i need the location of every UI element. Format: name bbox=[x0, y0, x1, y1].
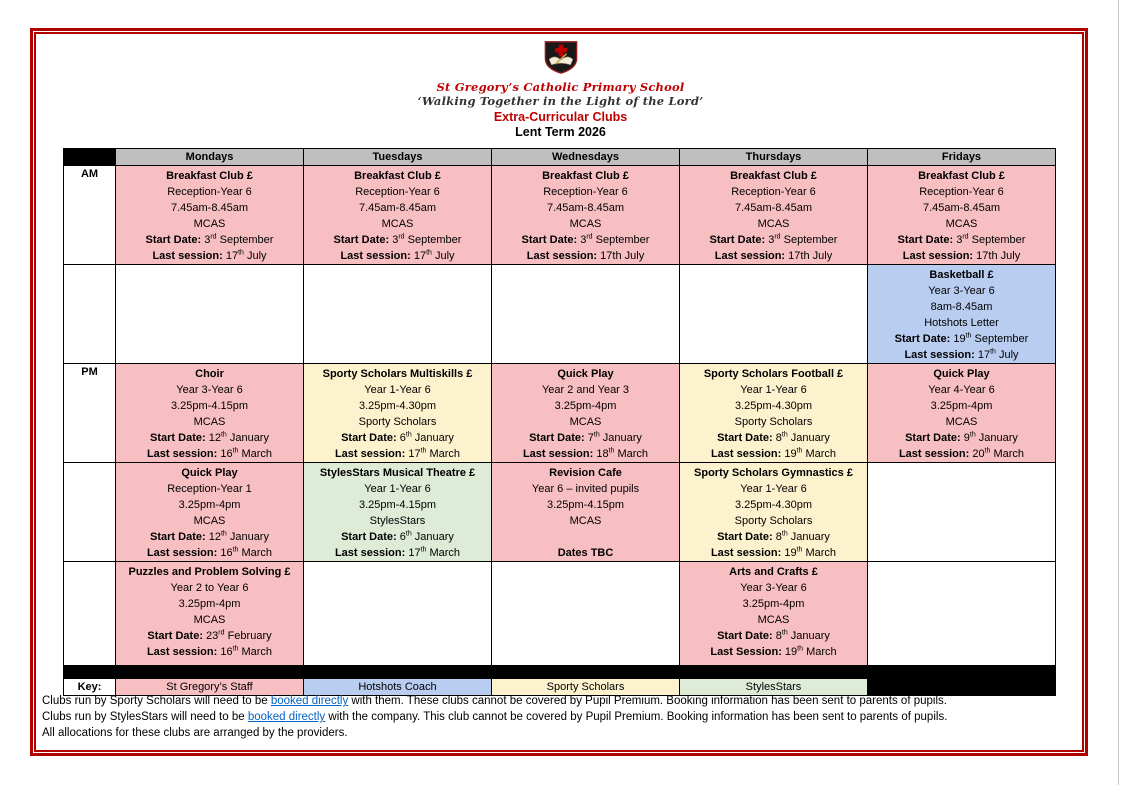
footer-text-segment: with the company. This club cannot be covered by Pupil Premium. Booking information has been sent to parents of pupils. bbox=[325, 711, 948, 724]
club-detail: 3.25pm-4.30pm bbox=[734, 499, 813, 511]
table-row bbox=[64, 562, 1056, 666]
club-date: Start Date: 8th January bbox=[717, 629, 830, 642]
club-date: Last session: 20th March bbox=[898, 447, 1025, 460]
day-header-fridays: Fridays bbox=[868, 149, 1056, 166]
empty-cell bbox=[868, 562, 1056, 666]
club-title: Breakfast Club £ bbox=[730, 170, 817, 182]
club-title: Sporty Scholars Multiskills £ bbox=[322, 368, 473, 380]
clubs-timetable bbox=[63, 148, 1056, 696]
day-header-thursdays: Thursdays bbox=[680, 149, 868, 166]
club-date: Last session: 16th March bbox=[146, 447, 273, 460]
footer-text-segment: with them. These clubs cannot be covered by Pupil Premium. Booking information has been sent to parents of pupils. bbox=[348, 695, 947, 707]
club-date: Last session: 16th March bbox=[146, 645, 273, 658]
club-detail: Reception-Year 6 bbox=[355, 186, 440, 198]
footer-notes bbox=[42, 693, 1072, 742]
club-date: Last session: 17th July bbox=[526, 250, 645, 262]
club-title: Sporty Scholars Gymnastics £ bbox=[694, 467, 853, 479]
row-label bbox=[64, 265, 116, 364]
footer-line bbox=[42, 709, 1072, 725]
table-header-row bbox=[64, 149, 1056, 166]
club-date: Start Date: 7th January bbox=[529, 431, 642, 444]
doc-title: Extra-Curricular Clubs bbox=[493, 110, 628, 124]
club-detail: 3.25pm-4pm bbox=[178, 499, 241, 511]
club-detail: Reception-Year 6 bbox=[167, 186, 252, 198]
club-cell-breakfast-club bbox=[116, 166, 304, 265]
empty-cell bbox=[492, 562, 680, 666]
club-date: Start Date: 12th January bbox=[150, 431, 269, 444]
club-detail: 7.45am-8.45am bbox=[546, 202, 625, 214]
club-cell-stylesstars-musical-theatre bbox=[304, 463, 492, 562]
club-date: Start Date: 9th January bbox=[905, 431, 1018, 444]
club-detail: MCAS bbox=[193, 416, 226, 428]
club-date: Start Date: 3rd September bbox=[521, 233, 650, 246]
table-row bbox=[64, 265, 1056, 364]
club-cell-quick-play bbox=[492, 364, 680, 463]
club-detail: 7.45am-8.45am bbox=[358, 202, 437, 214]
key-item-st-gregory-s-staff: St Gregory’s Staff bbox=[116, 679, 304, 696]
day-header-mondays: Mondays bbox=[116, 149, 304, 166]
club-cell-quick-play bbox=[868, 364, 1056, 463]
club-title: Arts and Crafts £ bbox=[729, 566, 818, 578]
club-detail: MCAS bbox=[381, 218, 414, 230]
club-date: Start Date: 3rd September bbox=[145, 233, 274, 246]
club-date: Start Date: 8th January bbox=[717, 431, 830, 444]
club-title: StylesStars Musical Theatre £ bbox=[319, 467, 476, 479]
key-item-hotshots-coach: Hotshots Coach bbox=[304, 679, 492, 696]
club-date: Start Date: 3rd September bbox=[709, 233, 838, 246]
club-detail: Reception-Year 6 bbox=[543, 186, 628, 198]
club-detail: 7.45am-8.45am bbox=[922, 202, 1001, 214]
row-label: AM bbox=[64, 166, 116, 265]
club-detail: 3.25pm-4pm bbox=[554, 400, 617, 412]
empty-cell bbox=[304, 562, 492, 666]
school-crest-icon bbox=[542, 41, 580, 79]
club-date: Start Date: 3rd September bbox=[333, 233, 462, 246]
club-title: Breakfast Club £ bbox=[542, 170, 629, 182]
club-detail: Reception-Year 1 bbox=[167, 483, 252, 495]
club-cell-puzzles-and-problem-solving bbox=[116, 562, 304, 666]
club-detail: MCAS bbox=[193, 218, 226, 230]
club-detail: 3.25pm-4pm bbox=[178, 598, 241, 610]
club-date: Start Date: 8th January bbox=[717, 530, 830, 543]
booked-directly-link[interactable]: booked directly bbox=[247, 711, 326, 724]
club-detail: MCAS bbox=[569, 416, 602, 428]
club-detail: Year 1-Year 6 bbox=[740, 384, 807, 396]
club-note: Dates TBC bbox=[557, 547, 614, 559]
club-title: Quick Play bbox=[933, 368, 990, 380]
booked-directly-link[interactable]: booked directly bbox=[270, 695, 349, 707]
key-item-stylesstars: StylesStars bbox=[680, 679, 868, 696]
club-title: Breakfast Club £ bbox=[918, 170, 1005, 182]
club-detail: 3.25pm-4.30pm bbox=[358, 400, 437, 412]
club-date: Last session: 16th March bbox=[146, 546, 273, 559]
club-detail bbox=[492, 529, 679, 545]
club-date: Last session: 17th July bbox=[714, 250, 833, 262]
footer-line bbox=[42, 725, 1072, 741]
club-date: Start Date: 19th September bbox=[894, 332, 1029, 345]
club-detail: Year 1-Year 6 bbox=[364, 384, 431, 396]
club-cell-sporty-scholars-multiskills bbox=[304, 364, 492, 463]
club-detail: 7.45am-8.45am bbox=[170, 202, 249, 214]
table-row bbox=[64, 364, 1056, 463]
footer-text-segment: All allocations for these clubs are arranged by the providers. bbox=[42, 727, 348, 740]
club-date: Last session: 19th March bbox=[710, 447, 837, 460]
club-detail: Sporty Scholars bbox=[734, 416, 813, 428]
club-cell-breakfast-club bbox=[680, 166, 868, 265]
club-date: Last session: 19th March bbox=[710, 546, 837, 559]
club-cell-breakfast-club bbox=[868, 166, 1056, 265]
club-detail: Year 2 and Year 3 bbox=[541, 384, 630, 396]
day-header-wednesdays: Wednesdays bbox=[492, 149, 680, 166]
club-date: Last session: 17th July bbox=[340, 249, 455, 262]
club-detail: StylesStars bbox=[369, 515, 426, 527]
club-detail: Year 2 to Year 6 bbox=[170, 582, 249, 594]
club-detail: Reception-Year 6 bbox=[731, 186, 816, 198]
club-detail: Year 6 – invited pupils bbox=[531, 483, 640, 495]
empty-cell bbox=[304, 265, 492, 364]
club-detail: 8am-8.45am bbox=[930, 301, 993, 313]
club-detail: 3.25pm-4.15pm bbox=[358, 499, 437, 511]
footer-text-segment: Clubs run by StylesStars will need to be bbox=[42, 711, 248, 724]
club-date: Last session: 17th March bbox=[334, 546, 461, 559]
club-detail: 3.25pm-4pm bbox=[742, 598, 805, 610]
club-detail: MCAS bbox=[757, 218, 790, 230]
club-detail: Year 1-Year 6 bbox=[740, 483, 807, 495]
club-detail: 3.25pm-4.15pm bbox=[170, 400, 249, 412]
table-row bbox=[64, 166, 1056, 265]
club-date: Last session: 17th July bbox=[904, 348, 1019, 361]
school-header bbox=[0, 41, 1121, 108]
club-cell-breakfast-club bbox=[304, 166, 492, 265]
club-detail: 3.25pm-4.15pm bbox=[546, 499, 625, 511]
club-detail: 3.25pm-4.30pm bbox=[734, 400, 813, 412]
club-detail: Year 1-Year 6 bbox=[364, 483, 431, 495]
key-label: Key: bbox=[64, 679, 116, 696]
club-detail: MCAS bbox=[945, 218, 978, 230]
row-label: PM bbox=[64, 364, 116, 463]
divider-row bbox=[64, 666, 1056, 679]
club-detail: Year 3-Year 6 bbox=[928, 285, 995, 297]
club-cell-sporty-scholars-football bbox=[680, 364, 868, 463]
club-detail: MCAS bbox=[757, 614, 790, 626]
row-label bbox=[64, 562, 116, 666]
club-date: Last session: 17th March bbox=[334, 447, 461, 460]
club-cell-basketball bbox=[868, 265, 1056, 364]
club-date: Start Date: 6th January bbox=[341, 530, 454, 543]
row-label bbox=[64, 463, 116, 562]
empty-cell bbox=[492, 265, 680, 364]
club-title: Quick Play bbox=[557, 368, 614, 380]
club-detail: MCAS bbox=[569, 218, 602, 230]
club-date: Start Date: 12th January bbox=[150, 530, 269, 543]
club-title: Quick Play bbox=[181, 467, 238, 479]
club-detail: 7.45am-8.45am bbox=[734, 202, 813, 214]
empty-cell bbox=[680, 265, 868, 364]
club-cell-arts-and-crafts bbox=[680, 562, 868, 666]
table-row bbox=[64, 463, 1056, 562]
footer-line bbox=[42, 693, 1072, 709]
club-title: Breakfast Club £ bbox=[354, 170, 441, 182]
divider-band bbox=[64, 666, 1056, 679]
club-date: Last session: 17th July bbox=[902, 250, 1021, 262]
club-date: Start Date: 6th January bbox=[341, 431, 454, 444]
club-title: Breakfast Club £ bbox=[166, 170, 253, 182]
club-detail: 3.25pm-4pm bbox=[930, 400, 993, 412]
club-detail: Sporty Scholars bbox=[358, 416, 437, 428]
club-date: Last Session: 19th March bbox=[710, 645, 837, 658]
day-header-tuesdays: Tuesdays bbox=[304, 149, 492, 166]
club-detail: MCAS bbox=[193, 515, 226, 527]
club-detail: MCAS bbox=[193, 614, 226, 626]
club-title: Puzzles and Problem Solving £ bbox=[128, 566, 291, 578]
doc-subtitle: Lent Term 2026 bbox=[515, 125, 606, 139]
club-date: Start Date: 23rd February bbox=[147, 629, 272, 642]
club-cell-sporty-scholars-gymnastics bbox=[680, 463, 868, 562]
club-detail: Sporty Scholars bbox=[734, 515, 813, 527]
empty-cell bbox=[116, 265, 304, 364]
club-detail: Reception-Year 6 bbox=[919, 186, 1004, 198]
club-detail: MCAS bbox=[569, 515, 602, 527]
club-date: Last session: 18th March bbox=[522, 447, 649, 460]
club-detail: Year 3-Year 6 bbox=[740, 582, 807, 594]
club-cell-revision-cafe bbox=[492, 463, 680, 562]
empty-cell bbox=[868, 463, 1056, 562]
club-title: Basketball £ bbox=[929, 269, 994, 281]
club-cell-choir bbox=[116, 364, 304, 463]
club-title: Revision Cafe bbox=[549, 467, 622, 479]
club-detail: Hotshots Letter bbox=[924, 317, 999, 329]
corner-cell bbox=[64, 149, 116, 166]
club-title: Choir bbox=[195, 368, 224, 380]
club-detail: Year 3-Year 6 bbox=[176, 384, 243, 396]
footer-text-segment: Clubs run by Sporty Scholars will need to be bbox=[42, 695, 271, 707]
club-detail: Year 4-Year 6 bbox=[928, 384, 995, 396]
club-date: Start Date: 3rd September bbox=[897, 233, 1026, 246]
club-date: Last session: 17th July bbox=[152, 249, 267, 262]
key-item-sporty-scholars: Sporty Scholars bbox=[492, 679, 680, 696]
school-motto: ‘Walking Together in the Light of the Lord’ bbox=[417, 94, 704, 108]
club-title: Sporty Scholars Football £ bbox=[703, 368, 844, 380]
club-detail: MCAS bbox=[945, 416, 978, 428]
club-cell-breakfast-club bbox=[492, 166, 680, 265]
club-cell-quick-play bbox=[116, 463, 304, 562]
school-name: St Gregory’s Catholic Primary School bbox=[436, 80, 685, 94]
